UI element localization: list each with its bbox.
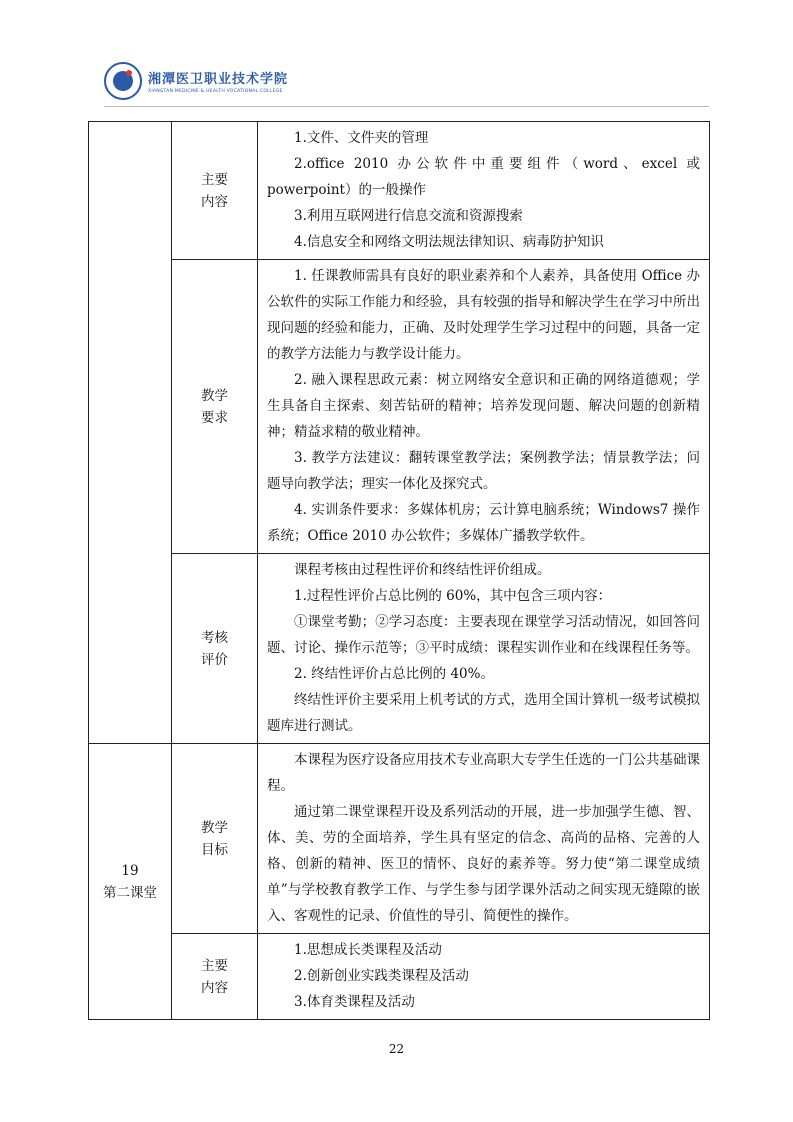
table-row [89,934,710,1020]
list-item: 1. 任课教师需具有良好的职业素养和个人素养，具备使用 Office 办公软件的实际工作能力和经验，具有较强的指导和解决学生在学习中所出现问题的经验和能力，正确、及时处理学生学习过程中的问题，具备一定的教学方法能力与教学设计能力。 [267,268,700,362]
list-item: 终结性评价主要采用上机考试的方式，选用全国计算机一级考试模拟题库进行测试。 [267,692,700,734]
list-item: 3.体育类课程及活动 [294,994,415,1010]
list-item: 本课程为医疗设备应用技术专业高职大专学生任选的一门公共基础课程。 [267,752,700,794]
table-row [89,122,710,260]
course-name: 第二课堂 [103,884,157,901]
goals-cell [258,744,710,934]
list-item: 1.过程性评价占总比例的 60%，其中包含三项内容： [294,588,612,604]
content-cell [258,934,710,1020]
list-item: 3.利用互联网进行信息交流和资源搜索 [294,208,523,224]
college-emblem-icon [104,62,142,100]
content-cell [258,122,710,260]
header-divider [104,106,709,107]
college-logo [104,60,288,102]
course-cell-empty [89,122,172,744]
row-label: 教学 目标 [172,744,258,934]
course-table [88,121,710,1020]
page-number: 22 [388,1042,405,1056]
row-label: 教学 要求 [172,260,258,554]
table-row [89,744,710,934]
course-number: 19 [121,862,139,879]
assessment-cell [258,554,710,744]
list-item: 4.信息安全和网络文明法规法律知识、病毒防护知识 [294,234,604,250]
course-cell [89,744,172,1020]
list-item: 2. 融入课程思政元素：树立网络安全意识和正确的网络道德观；学生具备自主探索、刻苦钻研的精神；培养发现问题、解决问题的创新精神；精益求精的敬业精神。 [267,372,700,440]
list-item: 1.思想成长类课程及活动 [294,942,442,958]
list-item: 通过第二课堂课程开设及系列活动的开展，进一步加强学生德、智、体、美、劳的全面培养，学生具有坚定的信念、高尚的品格、完善的人格、创新的精神、医卫的情怀、良好的素养等。努力使“第二课堂成绩单”与学校教育教学工作、与学生参与团学课外活动之间实现无缝隙的嵌入、客观性的记录、价值性的导引、简便性的操作。 [267,804,700,924]
list-item: 4. 实训条件要求：多媒体机房；云计算电脑系统；Windows7 操作系统；Office 2010 办公软件；多媒体广播教学软件。 [267,502,700,544]
table-row [89,554,710,744]
college-name-cn: 湘潭医卫职业技术学院 [148,72,289,87]
requirements-cell [258,260,710,554]
list-item: 1.文件、文件夹的管理 [294,130,429,146]
list-item: 3. 教学方法建议：翻转课堂教学法；案例教学法；情景教学法；问题导向教学法；理实一体化及探究式。 [267,450,700,492]
list-item: ①课堂考勤；②学习态度：主要表现在课堂学习活动情况，如回答问题、讨论、操作示范等；③平时成绩：课程实训作业和在线课程任务等。 [267,614,700,656]
college-name-en: XIANGTAN MEDICINE & HEALTH VOCATIONAL COLLEGE [148,89,283,94]
row-label: 主要 内容 [172,122,258,260]
row-label: 主要 内容 [172,934,258,1020]
table-row [89,260,710,554]
list-item: 课程考核由过程性评价和终结性评价组成。 [294,562,551,578]
list-item: 2.office 2010 办公软件中重要组件（word、excel 或 powerpoint）的一般操作 [267,156,700,198]
row-label: 考核 评价 [172,554,258,744]
list-item: 2.创新创业实践类课程及活动 [294,968,469,984]
list-item: 2. 终结性评价占总比例的 40%。 [294,666,494,682]
